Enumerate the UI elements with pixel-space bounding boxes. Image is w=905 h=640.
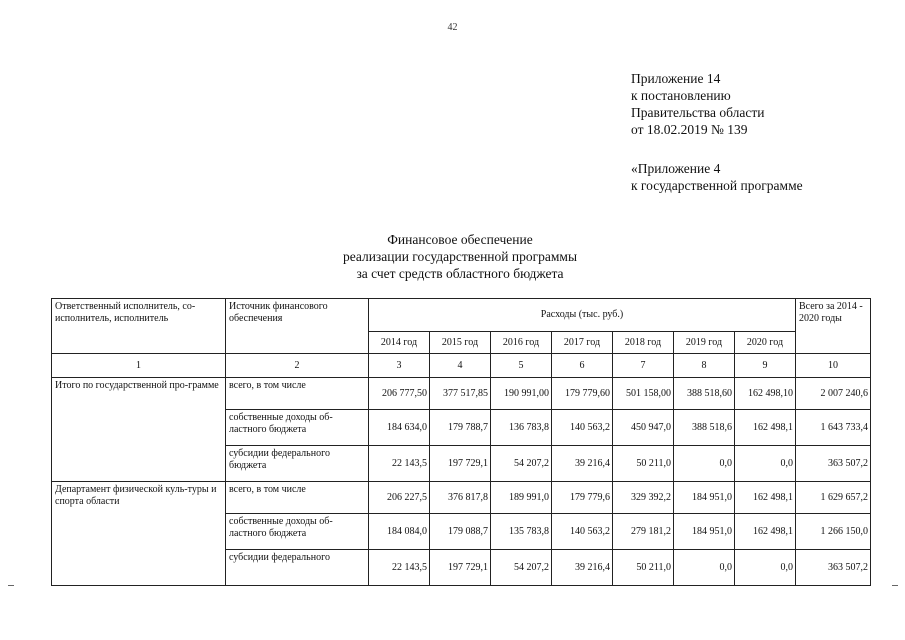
value-cell: 39 216,4 <box>552 446 613 482</box>
appendix-line: к постановлению <box>631 88 731 103</box>
value-cell: 140 563,2 <box>552 410 613 446</box>
value-cell: 184 951,0 <box>674 482 735 514</box>
header-expenses: Расходы (тыс. руб.) <box>369 299 796 332</box>
total-cell: 2 007 240,6 <box>796 378 871 410</box>
column-number: 9 <box>735 354 796 378</box>
appendix-line: Приложение 14 <box>631 71 721 86</box>
column-number: 6 <box>552 354 613 378</box>
value-cell: 197 729,1 <box>430 446 491 482</box>
value-cell: 39 216,4 <box>552 550 613 586</box>
budget-table <box>51 298 871 586</box>
source-cell: субсидии федерального бюджета <box>226 446 369 482</box>
value-cell: 54 207,2 <box>491 550 552 586</box>
value-cell: 0,0 <box>674 550 735 586</box>
value-cell: 329 392,2 <box>613 482 674 514</box>
total-cell: 363 507,2 <box>796 446 871 482</box>
value-cell: 0,0 <box>735 550 796 586</box>
value-cell: 206 777,50 <box>369 378 430 410</box>
value-cell: 22 143,5 <box>369 446 430 482</box>
value-cell: 501 158,00 <box>613 378 674 410</box>
value-cell: 162 498,1 <box>735 482 796 514</box>
column-number: 7 <box>613 354 674 378</box>
value-cell: 179 779,6 <box>552 482 613 514</box>
source-cell: собственные доходы об-ластного бюджета <box>226 514 369 550</box>
column-number: 2 <box>226 354 369 378</box>
column-number: 8 <box>674 354 735 378</box>
value-cell: 54 207,2 <box>491 446 552 482</box>
column-number: 3 <box>369 354 430 378</box>
value-cell: 184 634,0 <box>369 410 430 446</box>
value-cell: 22 143,5 <box>369 550 430 586</box>
header-year: 2019 год <box>674 332 735 354</box>
value-cell: 0,0 <box>674 446 735 482</box>
title-line: реализации государственной программы <box>342 249 578 264</box>
header-executor: Ответственный исполнитель, со-исполнитель, исполнитель <box>52 299 226 354</box>
appendix-block <box>631 70 803 194</box>
total-cell: 363 507,2 <box>796 550 871 586</box>
value-cell: 162 498,10 <box>735 378 796 410</box>
value-cell: 162 498,1 <box>735 514 796 550</box>
appendix-line: Правительства области <box>631 105 765 120</box>
value-cell: 179 779,60 <box>552 378 613 410</box>
total-cell: 1 643 733,4 <box>796 410 871 446</box>
value-cell: 135 783,8 <box>491 514 552 550</box>
value-cell: 136 783,8 <box>491 410 552 446</box>
column-number: 10 <box>796 354 871 378</box>
table-row <box>52 378 871 410</box>
value-cell: 197 729,1 <box>430 550 491 586</box>
value-cell: 377 517,85 <box>430 378 491 410</box>
value-cell: 50 211,0 <box>613 550 674 586</box>
header-year: 2015 год <box>430 332 491 354</box>
source-cell: собственные доходы об-ластного бюджета <box>226 410 369 446</box>
value-cell: 184 084,0 <box>369 514 430 550</box>
source-cell: субсидии федерального <box>226 550 369 586</box>
total-cell: 1 266 150,0 <box>796 514 871 550</box>
appendix-line: от 18.02.2019 № 139 <box>631 122 748 137</box>
scan-mark <box>8 585 14 586</box>
value-cell: 376 817,8 <box>430 482 491 514</box>
value-cell: 184 951,0 <box>674 514 735 550</box>
value-cell: 279 181,2 <box>613 514 674 550</box>
header-year: 2017 год <box>552 332 613 354</box>
column-number: 4 <box>430 354 491 378</box>
scan-mark <box>892 585 898 586</box>
value-cell: 50 211,0 <box>613 446 674 482</box>
header-year: 2014 год <box>369 332 430 354</box>
value-cell: 190 991,00 <box>491 378 552 410</box>
value-cell: 179 788,7 <box>430 410 491 446</box>
header-year: 2016 год <box>491 332 552 354</box>
page-number: 42 <box>447 22 458 33</box>
column-number: 5 <box>491 354 552 378</box>
value-cell: 0,0 <box>735 446 796 482</box>
value-cell: 140 563,2 <box>552 514 613 550</box>
title-line: за счет средств областного бюджета <box>356 266 564 281</box>
header-year: 2018 год <box>613 332 674 354</box>
value-cell: 450 947,0 <box>613 410 674 446</box>
header-source: Источник финансового обеспечения <box>226 299 369 354</box>
executor-cell: Департамент физической куль-туры и спорта области <box>52 482 226 586</box>
value-cell: 388 518,60 <box>674 378 735 410</box>
value-cell: 189 991,0 <box>491 482 552 514</box>
value-cell: 206 227,5 <box>369 482 430 514</box>
value-cell: 162 498,1 <box>735 410 796 446</box>
table-row <box>52 482 871 514</box>
header-total: Всего за 2014 - 2020 годы <box>796 299 871 354</box>
title-line: Финансовое обеспечение <box>387 232 533 247</box>
source-cell: всего, в том числе <box>226 482 369 514</box>
appendix-ref-line: к государственной программе <box>631 178 803 193</box>
column-number: 1 <box>52 354 226 378</box>
value-cell: 179 088,7 <box>430 514 491 550</box>
value-cell: 388 518,6 <box>674 410 735 446</box>
executor-cell: Итого по государственной про-грамме <box>52 378 226 482</box>
appendix-ref-line: «Приложение 4 <box>631 161 721 176</box>
total-cell: 1 629 657,2 <box>796 482 871 514</box>
source-cell: всего, в том числе <box>226 378 369 410</box>
header-year: 2020 год <box>735 332 796 354</box>
document-title <box>250 231 670 282</box>
